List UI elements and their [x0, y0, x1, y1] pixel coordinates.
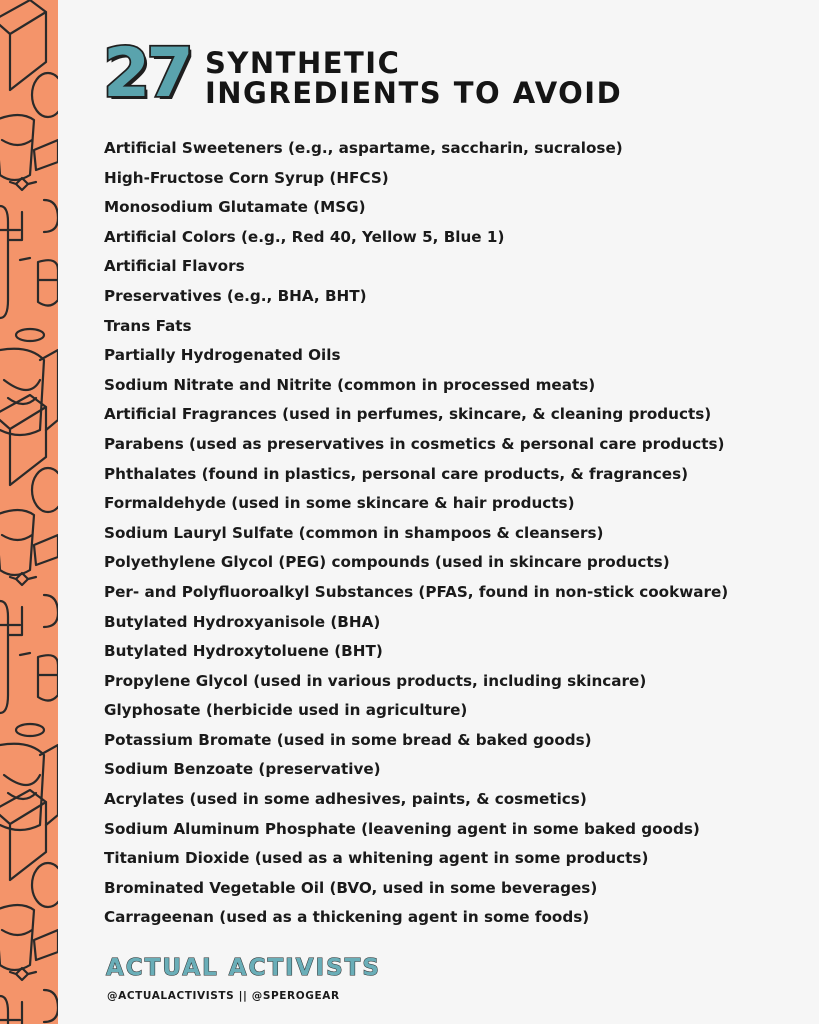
ingredient-item: Sodium Benzoate (preservative): [104, 760, 381, 779]
ingredient-item: Potassium Bromate (used in some bread & baked goods): [104, 730, 592, 749]
ingredient-item: Acrylates (used in some adhesives, paints, & cosmetics): [104, 790, 587, 809]
ingredient-item: Artificial Colors (e.g., Red 40, Yellow 5, Blue 1): [104, 227, 505, 246]
headline-title-line-1: SYNTHETIC: [205, 46, 401, 80]
ingredient-item: Sodium Aluminum Phosphate (leavening agent in some baked goods): [104, 819, 700, 838]
decorative-side-strip: [0, 0, 58, 1024]
brand-name: ACTUAL ACTIVISTS: [106, 955, 381, 981]
ingredient-item: Artificial Fragrances (used in perfumes, skincare, & cleaning products): [104, 405, 712, 424]
ingredient-item: Butylated Hydroxytoluene (BHT): [104, 642, 383, 661]
ingredient-item: Formaldehyde (used in some skincare & hair products): [104, 494, 575, 513]
ingredient-item: High-Fructose Corn Syrup (HFCS): [104, 168, 389, 187]
ingredient-item: Sodium Nitrate and Nitrite (common in processed meats): [104, 375, 596, 394]
ingredient-item: Per- and Polyfluoroalkyl Substances (PFAS, found in non-stick cookware): [104, 582, 729, 601]
ingredient-item: Sodium Lauryl Sulfate (common in shampoos & cleansers): [104, 523, 604, 542]
ingredient-item: Polyethylene Glycol (PEG) compounds (used in skincare products): [104, 553, 670, 572]
ingredient-item: Phthalates (found in plastics, personal care products, & fragrances): [104, 464, 689, 483]
ingredient-item: Trans Fats: [104, 316, 192, 335]
headline-title-line-2: INGREDIENTS TO AVOID: [205, 76, 623, 110]
ingredient-item: Glyphosate (herbicide used in agriculture): [104, 701, 468, 720]
ingredient-item: Partially Hydrogenated Oils: [104, 346, 341, 365]
ingredient-item: Brominated Vegetable Oil (BVO, used in some beverages): [104, 878, 598, 897]
social-handles: @ACTUALACTIVISTS || @SPEROGEAR: [107, 990, 340, 1002]
ingredient-item: Monosodium Glutamate (MSG): [104, 198, 366, 217]
ingredient-item: Propylene Glycol (used in various products, including skincare): [104, 671, 647, 690]
ingredient-list: [104, 134, 728, 933]
ingredient-item: Parabens (used as preservatives in cosmetics & personal care products): [104, 434, 725, 453]
ingredient-item: Butylated Hydroxyanisole (BHA): [104, 612, 381, 631]
headline-title: [205, 48, 622, 108]
ingredient-item: Carrageenan (used as a thickening agent in some foods): [104, 908, 590, 927]
ingredient-item: Titanium Dioxide (used as a whitening agent in some products): [104, 849, 649, 868]
ingredient-item: Artificial Flavors: [104, 257, 245, 276]
food-doodle-pattern: [0, 0, 58, 1024]
headline-number: 27: [103, 34, 190, 113]
ingredient-item: Artificial Sweeteners (e.g., aspartame, saccharin, sucralose): [104, 139, 623, 157]
ingredient-item: Preservatives (e.g., BHA, BHT): [104, 286, 367, 305]
